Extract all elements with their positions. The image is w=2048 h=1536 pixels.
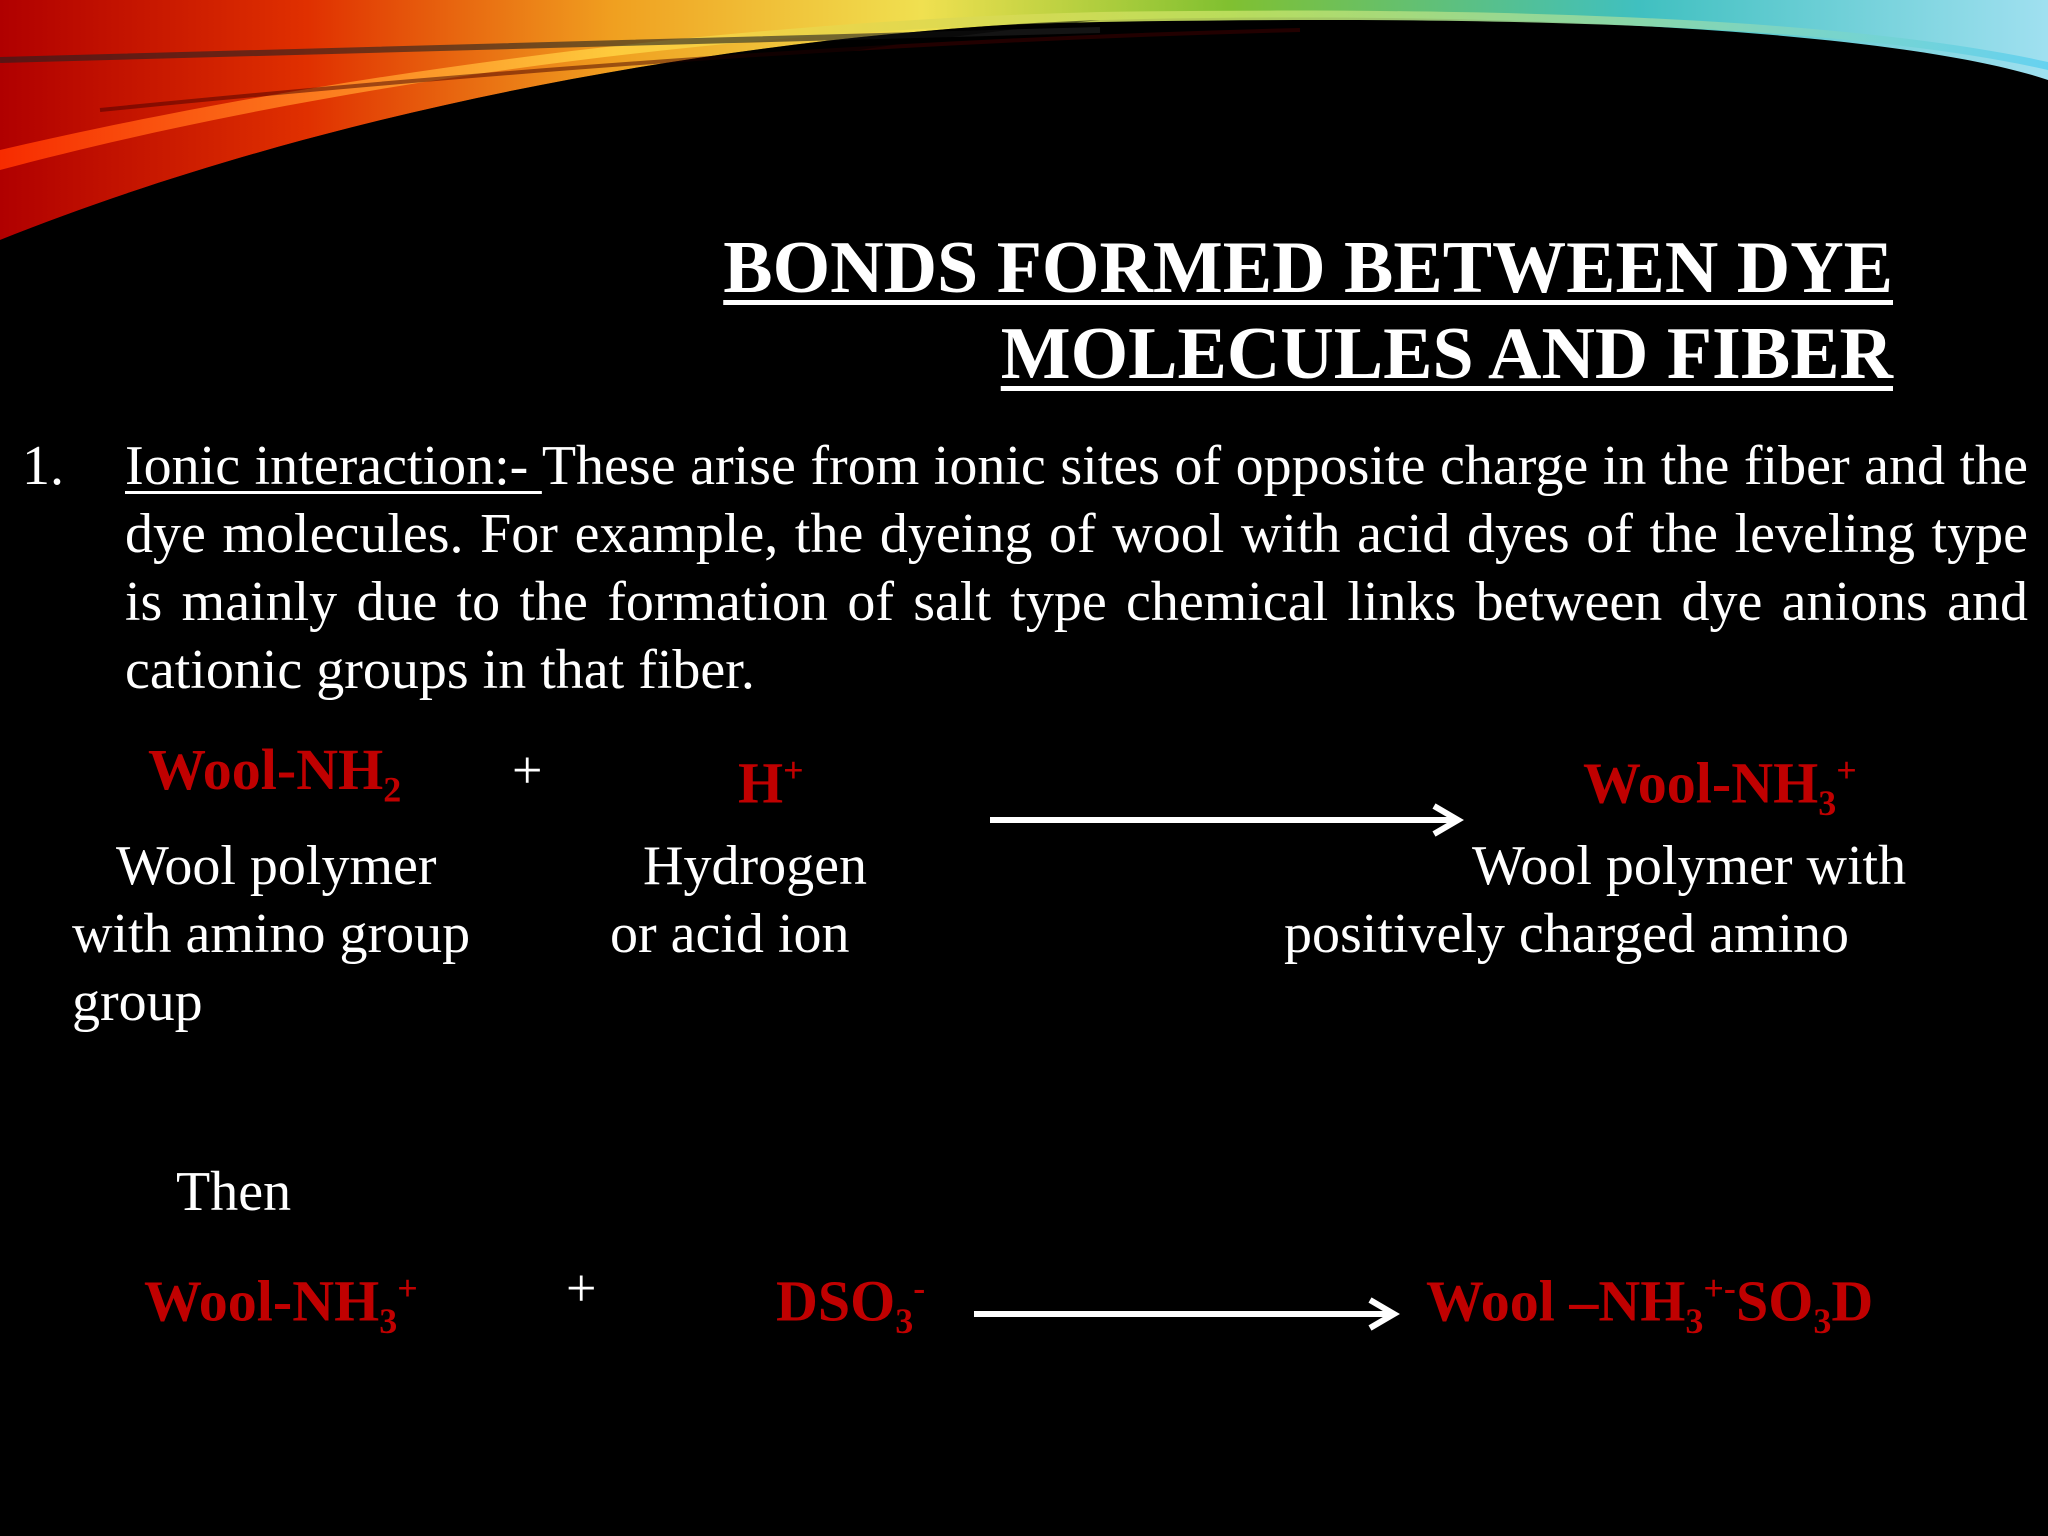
list-number: 1. <box>22 435 64 497</box>
reaction2-plus: + <box>566 1258 597 1318</box>
caption-product-line1: Wool polymer with <box>1472 835 1907 897</box>
caption-product-line2: positively charged amino <box>1284 903 1850 965</box>
reaction2-arrow-icon <box>972 1294 1402 1334</box>
caption-reactant1-line1: Wool polymer <box>116 835 437 897</box>
caption-reactant1-line2: with amino group <box>72 903 471 965</box>
reaction1-product: Wool-$NH_3^+$ <box>1583 750 1857 823</box>
reaction1-arrow-icon <box>988 800 1468 840</box>
item-paragraph <box>125 432 2028 704</box>
reaction1-plus: + <box>512 740 543 800</box>
list-item-ionic-interaction <box>22 432 2028 704</box>
reaction1-reactant2: H+ <box>738 750 804 816</box>
slide-title <box>393 225 1893 397</box>
reaction2-reactant2: $DSO_3^-$ <box>776 1268 926 1341</box>
reaction2-reactant1: Wool-$NH_3^+$ <box>144 1268 418 1341</box>
caption-reactant2-line1: Hydrogen <box>643 835 867 897</box>
caption-reactant1-line3: group <box>72 971 203 1033</box>
title-line-1: BONDS FORMED BETWEEN DYE <box>723 227 1893 309</box>
reaction1-reactant1: Wool-$NH_2$ <box>148 737 402 810</box>
item-label: Ionic interaction:- <box>125 435 542 497</box>
item-text: These arise from ionic sites of opposite charge in the fiber and the dye molecules. For example, the dyeing of wool with acid dyes of the leveling type is mainly due to the formation of salt type chemical links between dye anions and cationic groups in that fiber. <box>125 435 2028 701</box>
then-label: Then <box>176 1161 292 1223</box>
title-line-2: MOLECULES AND FIBER <box>1000 313 1893 395</box>
reaction2-product: Wool $-NH_3^{+-}SO_3D$ <box>1426 1268 1874 1341</box>
decorative-swoosh-banner <box>0 0 2048 260</box>
caption-reactant2-line2: or acid ion <box>610 903 850 965</box>
